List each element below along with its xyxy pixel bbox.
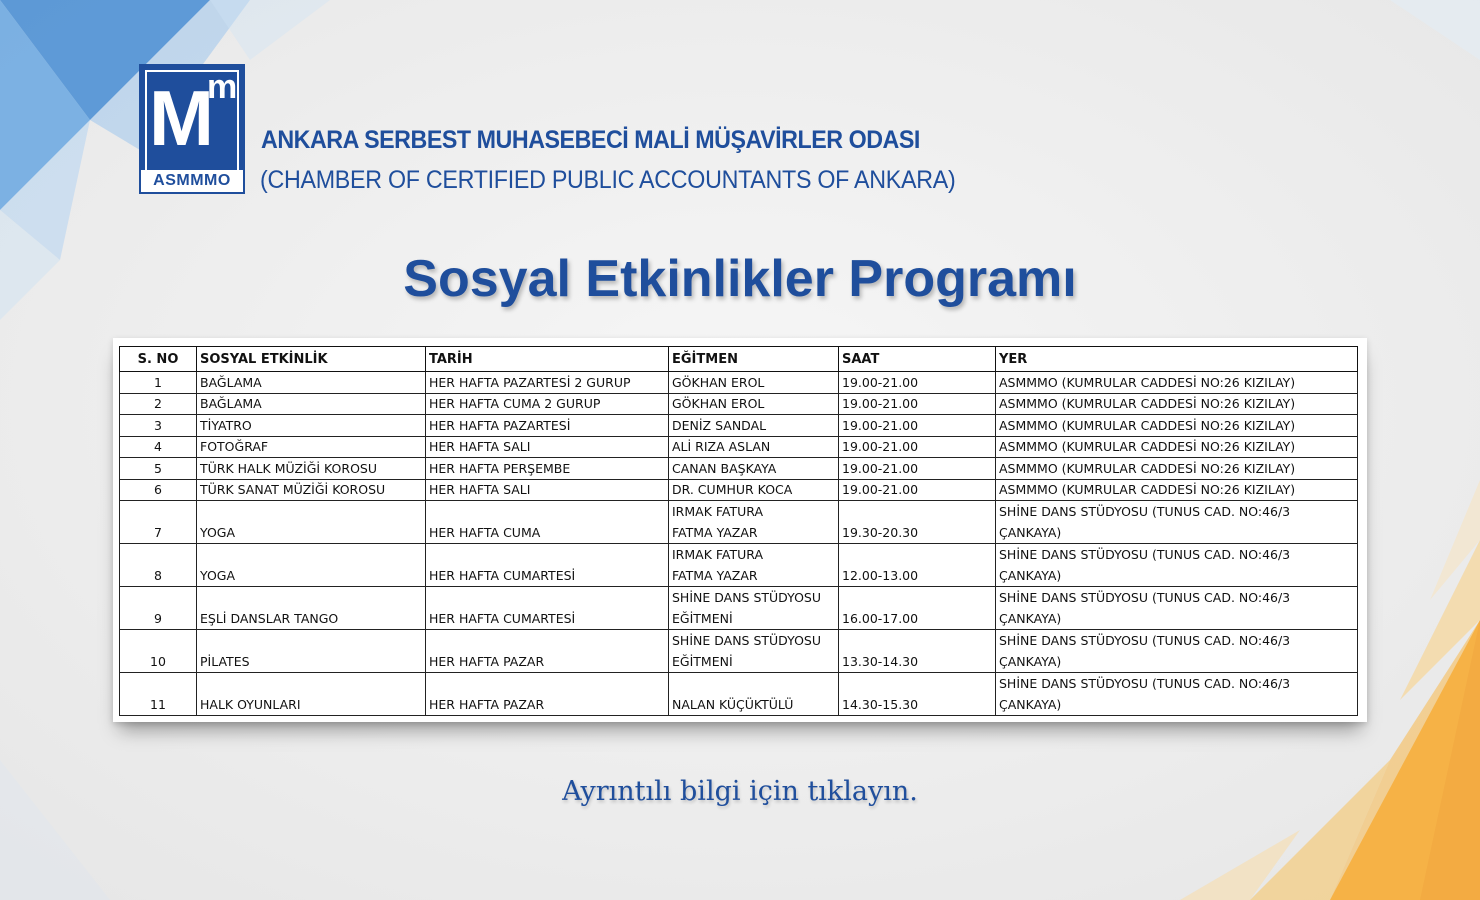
cell-date: HER HAFTA CUMARTESİ [426, 587, 669, 630]
cell-instructor: NALAN KÜÇÜKTÜLÜ [669, 673, 839, 716]
header-date: TARİH [426, 347, 669, 372]
instructor-line-2: EĞİTMENİ [672, 654, 733, 669]
cell-place: ASMMMO (KUMRULAR CADDESİ NO:26 KIZILAY) [996, 458, 1358, 480]
table-row [120, 544, 1358, 587]
cell-instructor [669, 630, 839, 673]
cell-time: 19.00-21.00 [839, 479, 996, 501]
logo-big-letter: M [149, 74, 212, 162]
place-line-1: SHİNE DANS STÜDYOSU (TUNUS CAD. NO:46/3 [999, 633, 1291, 648]
header-activity: SOSYAL ETKİNLİK [197, 347, 426, 372]
cell-activity: EŞLİ DANSLAR TANGO [197, 587, 426, 630]
table-row [120, 479, 1358, 501]
cell-place: ASMMMO (KUMRULAR CADDESİ NO:26 KIZILAY) [996, 393, 1358, 415]
place-line-1: SHİNE DANS STÜDYOSU (TUNUS CAD. NO:46/3 [999, 590, 1291, 605]
cell-date: HER HAFTA CUMA [426, 501, 669, 544]
cell-time: 14.30-15.30 [839, 673, 996, 716]
table-row [120, 458, 1358, 480]
cell-date: HER HAFTA PAZAR [426, 673, 669, 716]
table-row [120, 630, 1358, 673]
cell-activity: PİLATES [197, 630, 426, 673]
cell-activity: TÜRK HALK MÜZİĞİ KOROSU [197, 458, 426, 480]
cell-instructor: ALİ RIZA ASLAN [669, 436, 839, 458]
cell-place [996, 544, 1358, 587]
cell-instructor [669, 501, 839, 544]
cell-no: 2 [120, 393, 197, 415]
place-line-2: ÇANKAYA) [999, 568, 1062, 583]
cell-date: HER HAFTA PAZARTESİ [426, 415, 669, 437]
cell-instructor [669, 587, 839, 630]
program-table [119, 346, 1358, 716]
cell-activity: TİYATRO [197, 415, 426, 437]
cell-time: 19.00-21.00 [839, 393, 996, 415]
cell-instructor: DENİZ SANDAL [669, 415, 839, 437]
cell-instructor: GÖKHAN EROL [669, 393, 839, 415]
instructor-line-1: IRMAK FATURA [672, 504, 764, 519]
cell-place [996, 501, 1358, 544]
cell-activity: YOGA [197, 501, 426, 544]
organization-name: ANKARA SERBEST MUHASEBECİ MALİ MÜŞAVİRLER ODASI [261, 126, 920, 154]
cell-activity: FOTOĞRAF [197, 436, 426, 458]
cell-no: 10 [120, 630, 197, 673]
cell-place: ASMMMO (KUMRULAR CADDESİ NO:26 KIZILAY) [996, 436, 1358, 458]
place-line-1: SHİNE DANS STÜDYOSU (TUNUS CAD. NO:46/3 [999, 547, 1291, 562]
cell-date: HER HAFTA CUMA 2 GURUP [426, 393, 669, 415]
cell-instructor: DR. CUMHUR KOCA [669, 479, 839, 501]
cell-no: 5 [120, 458, 197, 480]
table-row [120, 436, 1358, 458]
cell-date: HER HAFTA PAZARTESİ 2 GURUP [426, 372, 669, 394]
cell-activity: YOGA [197, 544, 426, 587]
cell-time: 19.00-21.00 [839, 458, 996, 480]
cell-instructor [669, 544, 839, 587]
program-table-card [113, 338, 1367, 722]
instructor-line-2: FATMA YAZAR [672, 525, 758, 540]
cell-time: 19.00-21.00 [839, 372, 996, 394]
cell-time: 19.00-21.00 [839, 415, 996, 437]
table-row [120, 587, 1358, 630]
header-time: SAAT [839, 347, 996, 372]
cell-activity: BAĞLAMA [197, 372, 426, 394]
table-header-row [120, 347, 1358, 372]
table-row [120, 673, 1358, 716]
cell-no: 3 [120, 415, 197, 437]
page-title: Sosyal Etkinlikler Programı [403, 250, 1077, 308]
cell-no: 8 [120, 544, 197, 587]
cell-no: 7 [120, 501, 197, 544]
cell-place [996, 587, 1358, 630]
place-line-1: SHİNE DANS STÜDYOSU (TUNUS CAD. NO:46/3 [999, 504, 1291, 519]
cell-no: 1 [120, 372, 197, 394]
place-line-2: ÇANKAYA) [999, 611, 1062, 626]
header-instructor: EĞİTMEN [669, 347, 839, 372]
instructor-line-2: EĞİTMENİ [672, 611, 733, 626]
organization-subtitle: (CHAMBER OF CERTIFIED PUBLIC ACCOUNTANTS OF ANKARA) [260, 166, 956, 194]
instructor-line-1: SHİNE DANS STÜDYOSU [672, 590, 821, 605]
instructor-line-1: SHİNE DANS STÜDYOSU [672, 633, 821, 648]
cell-date: HER HAFTA PERŞEMBE [426, 458, 669, 480]
place-line-2: ÇANKAYA) [999, 525, 1062, 540]
cell-time: 19.30-20.30 [839, 501, 996, 544]
table-row [120, 393, 1358, 415]
cell-activity: TÜRK SANAT MÜZİĞİ KOROSU [197, 479, 426, 501]
cell-time: 16.00-17.00 [839, 587, 996, 630]
cell-activity: HALK OYUNLARI [197, 673, 426, 716]
table-row [120, 372, 1358, 394]
cell-place [996, 630, 1358, 673]
place-line-1: SHİNE DANS STÜDYOSU (TUNUS CAD. NO:46/3 [999, 676, 1291, 691]
cell-instructor: GÖKHAN EROL [669, 372, 839, 394]
table-row [120, 415, 1358, 437]
header-place: YER [996, 347, 1358, 372]
logo-badge: ASMMMO [141, 170, 243, 192]
cell-no: 6 [120, 479, 197, 501]
cell-place: ASMMMO (KUMRULAR CADDESİ NO:26 KIZILAY) [996, 479, 1358, 501]
place-line-2: ÇANKAYA) [999, 654, 1062, 669]
cell-activity: BAĞLAMA [197, 393, 426, 415]
cell-place [996, 673, 1358, 716]
header-sno: S. NO [120, 347, 197, 372]
cell-date: HER HAFTA SALI [426, 479, 669, 501]
cell-place: ASMMMO (KUMRULAR CADDESİ NO:26 KIZILAY) [996, 415, 1358, 437]
cell-date: HER HAFTA PAZAR [426, 630, 669, 673]
cell-no: 9 [120, 587, 197, 630]
cell-date: HER HAFTA CUMARTESİ [426, 544, 669, 587]
cell-time: 12.00-13.00 [839, 544, 996, 587]
details-link[interactable]: Ayrıntılı bilgi için tıklayın. [562, 776, 918, 807]
cell-instructor: CANAN BAŞKAYA [669, 458, 839, 480]
logo-small-letter: m [207, 68, 238, 106]
place-line-2: ÇANKAYA) [999, 697, 1062, 712]
cell-time: 19.00-21.00 [839, 436, 996, 458]
cell-place: ASMMMO (KUMRULAR CADDESİ NO:26 KIZILAY) [996, 372, 1358, 394]
asmmmo-logo[interactable] [139, 64, 245, 194]
cell-no: 11 [120, 673, 197, 716]
instructor-line-1: IRMAK FATURA [672, 547, 764, 562]
cell-date: HER HAFTA SALI [426, 436, 669, 458]
table-row [120, 501, 1358, 544]
cell-no: 4 [120, 436, 197, 458]
cell-time: 13.30-14.30 [839, 630, 996, 673]
instructor-line-2: FATMA YAZAR [672, 568, 758, 583]
